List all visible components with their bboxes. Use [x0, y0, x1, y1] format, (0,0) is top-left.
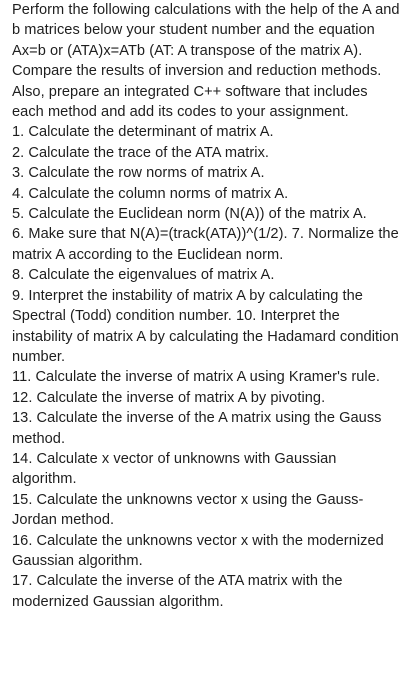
task-6-7: 6. Make sure that N(A)=(track(ATA))^(1/2). 7. Normalize the matrix A according to the Euclidean norm.: [12, 226, 399, 263]
task-list: [12, 122, 401, 612]
task-5: 5. Calculate the Euclidean norm (N(A)) of the matrix A.: [12, 206, 367, 223]
task-9-10: 9. Interpret the instability of matrix A by calculating the Spectral (Todd) condition number. 10. Interpret the instability of matrix A by calculating the Hadamard condition number.: [12, 287, 399, 365]
task-8: 8. Calculate the eigenvalues of matrix A.: [12, 267, 275, 284]
task-1: 1. Calculate the determinant of matrix A.: [12, 124, 274, 141]
task-3: 3. Calculate the row norms of matrix A.: [12, 165, 265, 182]
task-14: 14. Calculate x vector of unknowns with Gaussian algorithm.: [12, 450, 337, 488]
assignment-intro: Perform the following calculations with the help of the A and b matrices below your student number and the equation Ax=b or (ATA)x=ATb (AT: A transpose of the matrix A). Compare the results of inversion and reduction methods. Also, prepare an integrated C++ software that includes each method and add its codes to your assignment.: [12, 2, 400, 121]
task-15: 15. Calculate the unknowns vector x using the Gauss-Jordan method.: [12, 491, 364, 529]
task-4: 4. Calculate the column norms of matrix A.: [12, 185, 289, 202]
task-2: 2. Calculate the trace of the ATA matrix.: [12, 144, 270, 161]
task-11: 11. Calculate the inverse of matrix A using Kramer's rule.: [12, 369, 380, 386]
task-16: 16. Calculate the unknowns vector x with the modernized Gaussian algorithm.: [12, 532, 384, 569]
task-12: 12. Calculate the inverse of matrix A by pivoting.: [12, 389, 326, 406]
task-17: 17. Calculate the inverse of the ATA matrix with the modernized Gaussian algorithm.: [12, 573, 343, 610]
task-13: 13. Calculate the inverse of the A matrix using the Gauss method.: [12, 410, 382, 447]
